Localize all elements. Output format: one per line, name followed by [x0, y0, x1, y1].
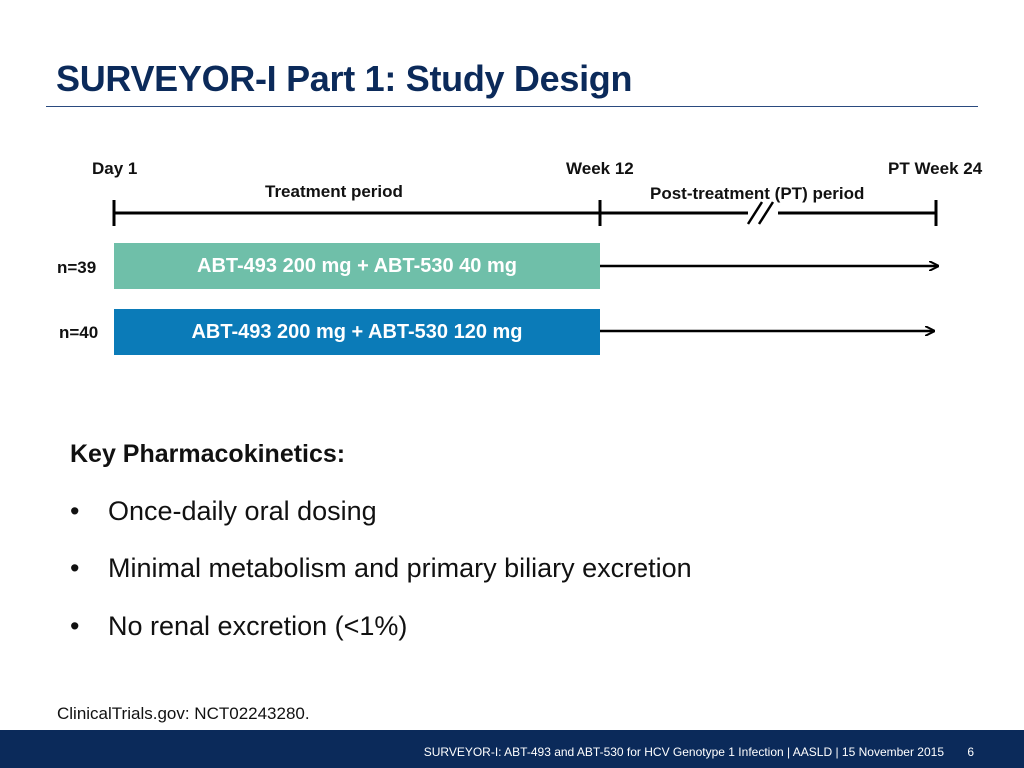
page-number: 6 [967, 745, 974, 759]
arm1-n-label: n=39 [57, 258, 97, 277]
arm2-regimen-bar [114, 309, 600, 355]
pk-bullet-3 [70, 611, 407, 642]
pk-bullet-text: Minimal metabolism and primary biliary excretion [108, 553, 692, 583]
arm2-regimen-label: ABT-493 200 mg + ABT-530 120 mg [191, 320, 523, 343]
bullet-icon: • [70, 611, 80, 641]
pk-heading: Key Pharmacokinetics: [70, 440, 346, 468]
pk-bullet-text: No renal excretion (<1%) [108, 611, 408, 641]
footer-text: SURVEYOR-I: ABT-493 and ABT-530 for HCV Genotype 1 Infection | AASLD | 15 November 2015 [423, 745, 944, 759]
arm1-regimen-label: ABT-493 200 mg + ABT-530 40 mg [197, 254, 517, 277]
bullet-icon: • [70, 496, 80, 526]
pk-bullet-text: Once-daily oral dosing [108, 496, 377, 526]
timeline-week12-label: Week 12 [566, 159, 634, 178]
bullet-icon: • [70, 553, 80, 583]
slide-title: SURVEYOR-I Part 1: Study Design [56, 58, 633, 99]
arm1-regimen-bar [114, 243, 600, 289]
pk-bullet-1 [70, 496, 377, 527]
arm2-n-label: n=40 [59, 323, 99, 342]
reference-citation: ClinicalTrials.gov: NCT02243280. [57, 704, 310, 723]
pk-bullet-2 [70, 553, 692, 584]
post-treatment-period-label: Post-treatment (PT) period [650, 184, 865, 203]
timeline-day1-label: Day 1 [92, 159, 138, 178]
timeline-break-marker [748, 202, 778, 224]
footer-bar [0, 730, 1024, 768]
timeline-pt-week24-label: PT Week 24 [888, 159, 983, 178]
treatment-period-label: Treatment period [265, 182, 403, 201]
